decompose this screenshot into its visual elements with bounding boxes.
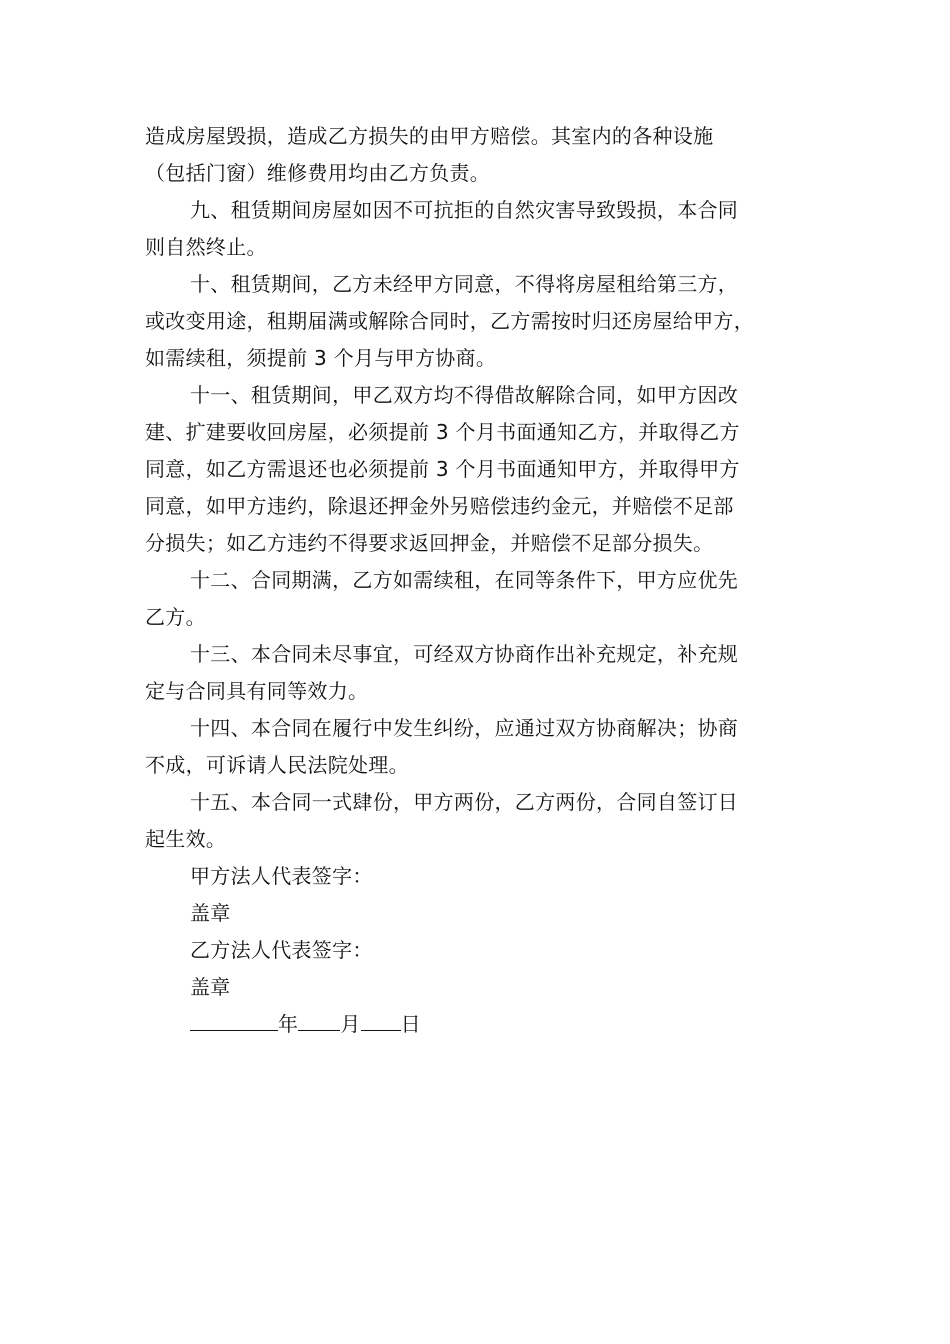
- contract-text-line: 定与合同具有同等效力。: [145, 679, 369, 703]
- clause-15: 十五、本合同一式肆份，甲方两份，乙方两份，合同自签订日: [190, 790, 739, 814]
- document-page: [145, 118, 817, 1043]
- contract-text-line: 同意，如乙方需退还也必须提前 3 个月书面通知甲方，并取得甲方: [145, 457, 740, 481]
- clause-14: 十四、本合同在履行中发生纠纷，应通过双方协商解决；协商: [190, 716, 739, 740]
- clause-11: 十一、租赁期间，甲乙双方均不得借故解除合同，如甲方因改: [190, 383, 739, 407]
- month-blank: [298, 1006, 340, 1031]
- clause-9: 九、租赁期间房屋如因不可抗拒的自然灾害导致毁损，本合同: [190, 198, 739, 222]
- contract-text-line: 分损失；如乙方违约不得要求返回押金，并赔偿不足部分损失。: [145, 531, 714, 555]
- contract-text-line: 起生效。: [145, 827, 227, 851]
- contract-text-line: 则自然终止。: [145, 235, 267, 259]
- contract-text-line: 如需续租，须提前 3 个月与甲方协商。: [145, 346, 497, 370]
- contract-text-line: 同意，如甲方违约，除退还押金外另赔偿违约金元，并赔偿不足部: [145, 494, 734, 518]
- contract-text-line: 乙方。: [145, 605, 206, 629]
- party-a-signature-label: 甲方法人代表签字：: [190, 864, 373, 888]
- party-b-signature-label: 乙方法人代表签字：: [190, 938, 373, 962]
- clause-12: 十二、合同期满，乙方如需续租，在同等条件下，甲方应优先: [190, 568, 739, 592]
- year-blank: [190, 1006, 278, 1031]
- year-label: 年: [278, 1012, 299, 1036]
- contract-text-line: 造成房屋毁损，造成乙方损失的由甲方赔偿。其室内的各种设施: [145, 124, 714, 148]
- day-blank: [361, 1006, 401, 1031]
- day-label: 日: [400, 1012, 421, 1036]
- contract-text-line: 建、扩建要收回房屋，必须提前 3 个月书面通知乙方，并取得乙方: [145, 420, 740, 444]
- party-a-seal-label: 盖章: [190, 901, 231, 925]
- contract-text-line: 或改变用途，租期届满或解除合同时，乙方需按时归还房屋给甲方，: [145, 309, 754, 333]
- contract-text-line: 不成，可诉请人民法院处理。: [145, 753, 409, 777]
- contract-text-line: （包括门窗）维修费用均由乙方负责。: [145, 161, 491, 185]
- party-b-seal-label: 盖章: [190, 975, 231, 999]
- clause-13: 十三、本合同未尽事宜，可经双方协商作出补充规定，补充规: [190, 642, 739, 666]
- month-label: 月: [340, 1012, 361, 1036]
- signing-date-line: [145, 1006, 817, 1043]
- clause-10: 十、租赁期间，乙方未经甲方同意，不得将房屋租给第三方，: [190, 272, 739, 296]
